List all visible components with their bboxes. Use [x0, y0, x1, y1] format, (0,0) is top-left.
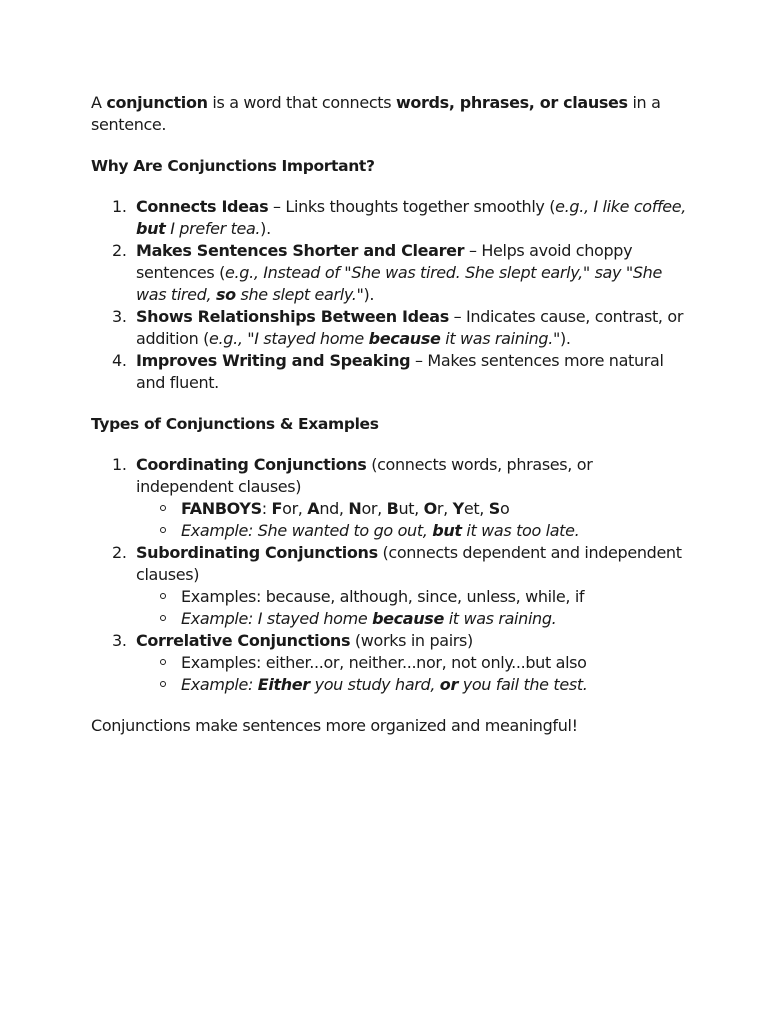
- sub-list-item: [136, 586, 691, 608]
- intro-bold-term: conjunction: [106, 93, 208, 112]
- fanboys-rest: et,: [463, 499, 489, 518]
- item-text: (connects words, phrases, or independent clauses): [136, 455, 593, 496]
- fanboys-letter: S: [488, 499, 500, 518]
- intro-text: A: [91, 93, 107, 112]
- intro-text: is a word that connects: [207, 93, 396, 112]
- item-text: – Links thoughts together smoothly (: [268, 197, 556, 216]
- circle-bullet-icon: [160, 593, 166, 599]
- list-item: [91, 542, 691, 630]
- item-title: Connects Ideas: [136, 197, 269, 216]
- example-text: Example:: [181, 675, 258, 694]
- importance-heading: Why Are Conjunctions Important?: [91, 157, 375, 175]
- example-text: it was raining.: [443, 609, 557, 628]
- item-example-bold: but: [136, 219, 166, 238]
- item-example: e.g., Instead of "She was tired. She slept early," say "She was tired,: [136, 263, 662, 304]
- list-number: 2.: [112, 543, 127, 562]
- fanboys-rest: o: [499, 499, 510, 518]
- fanboys-label: FANBOYS: [181, 499, 262, 518]
- intro-paragraph: [91, 92, 691, 136]
- document-page: [91, 92, 691, 737]
- sub-list-item: [136, 608, 691, 630]
- circle-bullet-icon: [160, 527, 166, 533]
- item-text: ").: [356, 285, 375, 304]
- example-bold: because: [372, 609, 444, 628]
- item-title: Shows Relationships Between Ideas: [136, 307, 449, 326]
- list-number: 3.: [112, 631, 127, 650]
- list-number: 2.: [112, 241, 127, 260]
- list-item: [91, 240, 691, 306]
- examples-text: Examples: either...or, neither...nor, not only...but also: [181, 653, 587, 672]
- example-bold: but: [432, 521, 462, 540]
- item-text: (works in pairs): [350, 631, 473, 650]
- item-text: ).: [260, 219, 271, 238]
- circle-bullet-icon: [160, 615, 166, 621]
- sub-list: [136, 498, 691, 542]
- example-text: you study hard,: [309, 675, 440, 694]
- item-example: e.g., I like coffee,: [555, 197, 687, 216]
- example-text: Example: She wanted to go out,: [181, 521, 433, 540]
- item-example: it was raining.: [440, 329, 553, 348]
- intro-text: in a sentence.: [91, 93, 661, 134]
- item-example: I prefer tea.: [165, 219, 261, 238]
- item-title: Coordinating Conjunctions: [136, 455, 367, 474]
- sub-list: [136, 652, 691, 696]
- fanboys-rest: nd,: [319, 499, 349, 518]
- types-heading: Types of Conjunctions & Examples: [91, 415, 379, 433]
- fanboys-letter: B: [386, 499, 399, 518]
- importance-list: [91, 196, 691, 394]
- item-title: Subordinating Conjunctions: [136, 543, 378, 562]
- fanboys-rest: r,: [436, 499, 453, 518]
- item-title: Makes Sentences Shorter and Clearer: [136, 241, 465, 260]
- list-number: 3.: [112, 307, 127, 326]
- item-example-bold: so: [215, 285, 236, 304]
- list-item: [91, 630, 691, 696]
- fanboys-letter: O: [423, 499, 437, 518]
- sub-list-item: [136, 520, 691, 542]
- fanboys-letter: F: [271, 499, 283, 518]
- sub-list: [136, 586, 691, 630]
- circle-bullet-icon: [160, 505, 166, 511]
- list-item: [91, 306, 691, 350]
- item-example-bold: because: [368, 329, 441, 348]
- types-list: [91, 454, 691, 696]
- closing-paragraph: Conjunctions make sentences more organized and meaningful!: [91, 716, 578, 735]
- example-text: it was too late.: [461, 521, 580, 540]
- item-example: e.g., "I stayed home: [209, 329, 369, 348]
- example-bold: Either: [257, 675, 310, 694]
- example-text: Example: I stayed home: [181, 609, 373, 628]
- list-number: 4.: [112, 351, 127, 370]
- item-text: – Makes sentences more natural and fluent.: [136, 351, 664, 392]
- circle-bullet-icon: [160, 681, 166, 687]
- item-title: Improves Writing and Speaking: [136, 351, 411, 370]
- list-item: [91, 350, 691, 394]
- examples-text: Examples: because, although, since, unless, while, if: [181, 587, 585, 606]
- list-number: 1.: [112, 197, 127, 216]
- fanboys-letter: N: [348, 499, 362, 518]
- sub-list-item: [136, 674, 691, 696]
- example-bold: or: [439, 675, 458, 694]
- fanboys-rest: ut,: [398, 499, 424, 518]
- fanboys-rest: or,: [361, 499, 387, 518]
- intro-bold-phrase: words, phrases, or clauses: [395, 93, 628, 112]
- example-text: you fail the test.: [457, 675, 588, 694]
- sub-list-item: [136, 652, 691, 674]
- item-text: (connects dependent and independent clauses): [136, 543, 682, 584]
- list-item: [91, 454, 691, 542]
- item-title: Correlative Conjunctions: [136, 631, 351, 650]
- list-number: 1.: [112, 455, 127, 474]
- fanboys-letter: A: [307, 499, 320, 518]
- item-text: – Indicates cause, contrast, or addition (: [136, 307, 684, 348]
- item-text: ").: [552, 329, 571, 348]
- circle-bullet-icon: [160, 659, 166, 665]
- item-example: she slept early.: [235, 285, 357, 304]
- sub-list-item: [136, 498, 691, 520]
- fanboys-rest: or,: [282, 499, 308, 518]
- item-text: – Helps avoid choppy sentences (: [136, 241, 633, 282]
- item-text: :: [261, 499, 272, 518]
- list-item: [91, 196, 691, 240]
- fanboys-letter: Y: [452, 499, 464, 518]
